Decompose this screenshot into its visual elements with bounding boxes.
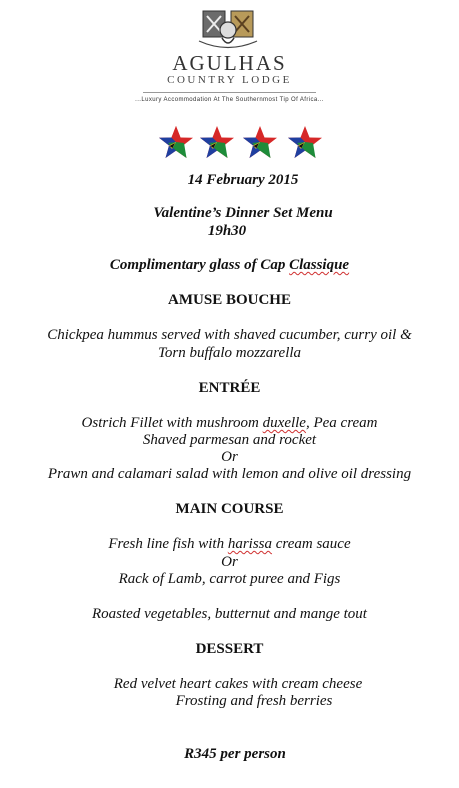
brand-name: AGULHAS [172, 51, 287, 75]
entree-line-1-c: , Pea cream [305, 415, 378, 431]
brand-divider [143, 92, 316, 93]
menu-date: 14 February 2015 [187, 172, 299, 188]
complimentary-highlight: Classique [289, 257, 350, 273]
main-or: Or [221, 554, 238, 570]
menu-title: Valentine’s Dinner Set Menu [153, 205, 333, 221]
dessert-line-2: Frosting and fresh berries [175, 693, 333, 709]
rating-star-icon [199, 125, 235, 159]
entree-line-1 [0, 415, 459, 432]
section-heading-amuse: AMUSE BOUCHE [168, 292, 291, 308]
entree-line-1-a: Ostrich Fillet with mushroom [81, 415, 263, 431]
entree-line-3: Prawn and calamari salad with lemon and olive oil dressing [47, 466, 412, 482]
main-line-1-c: cream sauce [272, 536, 351, 552]
section-heading-entree: ENTRÉE [198, 380, 261, 396]
section-heading-main: MAIN COURSE [175, 501, 284, 517]
amuse-line-2: Torn buffalo mozzarella [157, 345, 302, 361]
section-heading-dessert: DESSERT [195, 641, 264, 657]
brand-tagline: ...Luxury Accommodation At The Southernmost Tip Of Africa... [135, 97, 324, 103]
entree-or: Or [221, 449, 238, 465]
main-line-3: Roasted vegetables, butternut and mange tout [92, 606, 367, 622]
rating-star-icon [287, 125, 323, 159]
dessert-line-1: Red velvet heart cakes with cream cheese [113, 676, 363, 692]
main-line-1-a: Fresh line fish with [108, 536, 228, 552]
brand-subtitle: COUNTRY LODGE [167, 74, 292, 86]
entree-line-1-b: duxelle [262, 415, 306, 431]
rating-star-icon [242, 125, 278, 159]
menu-time: 19h30 [207, 223, 247, 239]
main-line-2: Rack of Lamb, carrot puree and Figs [118, 571, 341, 587]
main-line-1 [0, 536, 459, 553]
price-per-person: R345 per person [184, 746, 286, 762]
rating-star-icon [158, 125, 194, 159]
lodge-crest-logo [193, 8, 263, 52]
amuse-line-1: Chickpea hummus served with shaved cucumber, curry oil & [47, 327, 412, 343]
complimentary-text: Complimentary glass of Cap [109, 257, 290, 273]
main-line-1-b: harissa [227, 536, 273, 552]
entree-line-2: Shaved parmesan and rocket [142, 432, 317, 448]
complimentary-line [0, 257, 459, 274]
